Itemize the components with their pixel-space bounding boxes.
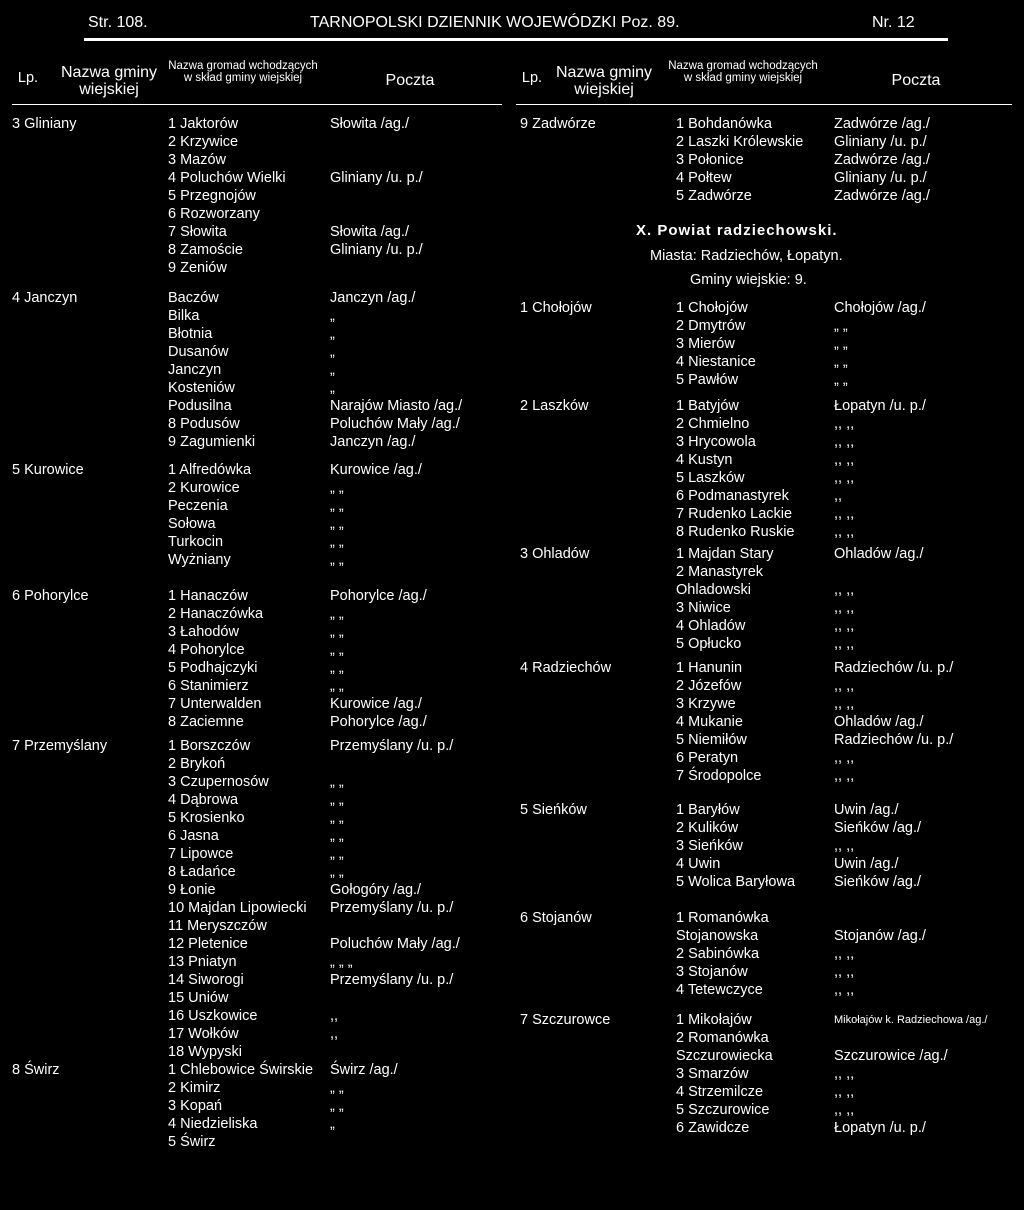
gmina-name: 3 Gliniany <box>12 116 77 132</box>
post-office: ,, ,, <box>834 1066 855 1082</box>
gromada-name: 4 Strzemilcze <box>676 1084 764 1100</box>
gromada-name: 5 Krosienko <box>168 810 245 826</box>
post-office: Ohladów /ag./ <box>834 714 924 730</box>
post-office: Uwin /ag./ <box>834 856 899 872</box>
post-office: ,, ,, <box>834 750 855 766</box>
post-office: Gliniany /u. p./ <box>834 134 927 150</box>
post-office: „ „ <box>834 354 848 370</box>
gromada-name: 4 Mukanie <box>676 714 743 730</box>
gromada-name: 1 Majdan Stary <box>676 546 774 562</box>
gromada-name: 7 Rudenko Lackie <box>676 506 793 522</box>
gromada-name: 1 Jaktorów <box>168 116 239 132</box>
gromada-name: 1 Chołojów <box>676 300 748 316</box>
gromada-name: 5 Szczurowice <box>676 1102 770 1118</box>
gromada-name: 2 Józefów <box>676 678 742 694</box>
post-office: „ <box>330 362 335 378</box>
gmina-name: 6 Pohorylce <box>12 588 89 604</box>
col-gromady: Nazwa gromad wchodzących w skład gminy wiejskiej <box>168 60 318 84</box>
post-office: Pohorylce /ag./ <box>330 588 427 604</box>
gromada-name: 1 Mikołajów <box>676 1012 752 1028</box>
gromada-name: 4 Kustyn <box>676 452 733 468</box>
post-office: „ „ „ <box>330 954 353 970</box>
gromada-name: Sołowa <box>168 516 216 532</box>
gromada-name: 3 Niwice <box>676 600 731 616</box>
header-rule <box>84 38 948 41</box>
post-office: ,, ,, <box>834 618 855 634</box>
section-communes: Gminy wiejskie: 9. <box>690 272 807 288</box>
post-office: Przemyślany /u. p./ <box>330 738 454 754</box>
post-office: „ „ <box>330 828 344 844</box>
post-office: „ <box>330 1116 335 1132</box>
gromada-name: 2 Krzywice <box>168 134 239 150</box>
gromada-name: 8 Ładańce <box>168 864 236 880</box>
post-office: Poluchów Mały /ag./ <box>330 416 460 432</box>
gmina-name: 3 Ohladów <box>520 546 590 562</box>
post-office: Zadwórze /ag./ <box>834 188 930 204</box>
post-office: Janczyn /ag./ <box>330 434 416 450</box>
gromada-name: 1 Romanówka <box>676 910 769 926</box>
post-office: „ <box>330 326 335 342</box>
gromada-name: 5 Pawłów <box>676 372 739 388</box>
post-office: „ „ <box>330 1098 344 1114</box>
gromada-name: 8 Zamoście <box>168 242 243 258</box>
gromada-name: 4 Niedzieliska <box>168 1116 258 1132</box>
post-office: „ „ <box>330 624 344 640</box>
post-office: „ „ <box>330 498 344 514</box>
post-office: „ „ <box>330 774 344 790</box>
gromada-name: 15 Uniów <box>168 990 229 1006</box>
col-gmina-right: Nazwa gminy wiejskiej <box>555 64 653 98</box>
col-poczta-right: Poczta <box>891 72 941 89</box>
gromada-name: Kosteniów <box>168 380 235 396</box>
gromada-name: 9 Zagumienki <box>168 434 256 450</box>
gromada-name: 1 Baryłów <box>676 802 740 818</box>
col-poczta: Poczta <box>385 72 435 89</box>
gromada-name: Ohladowski <box>676 582 751 598</box>
post-office: „ „ <box>330 864 344 880</box>
gromada-name: 9 Łonie <box>168 882 216 898</box>
gromada-name: 2 Kulików <box>676 820 739 836</box>
gromada-name: 6 Zawidcze <box>676 1120 750 1136</box>
post-office: „ „ <box>330 660 344 676</box>
post-office: Sieńków /ag./ <box>834 874 922 890</box>
gromada-name: 3 Kopań <box>168 1098 223 1114</box>
post-office: „ „ <box>834 336 848 352</box>
gromada-name: 3 Stojanów <box>676 964 748 980</box>
gromada-name: 1 Batyjów <box>676 398 739 414</box>
post-office: ,, ,, <box>834 600 855 616</box>
gromada-name: Stojanowska <box>676 928 759 944</box>
post-office: ,, ,, <box>834 416 855 432</box>
gmina-name: 7 Przemyślany <box>12 738 108 754</box>
gromada-name: 5 Świrz <box>168 1134 216 1150</box>
journal-title: TARNOPOLSKI DZIENNIK WOJEWÓDZKI Poz. 89. <box>310 14 680 31</box>
gromada-name: 1 Alfredówka <box>168 462 252 478</box>
gromada-name: 4 Uwin <box>676 856 721 872</box>
gromada-name: Baczów <box>168 290 219 306</box>
gromada-name: Turkocin <box>168 534 224 550</box>
gromada-name: 4 Niestanice <box>676 354 756 370</box>
post-office: Gliniany /u. p./ <box>330 170 423 186</box>
issue-number: Nr. 12 <box>872 14 915 31</box>
gromada-name: Peczenia <box>168 498 228 514</box>
gromada-name: 8 Zaciemne <box>168 714 244 730</box>
post-office: Poluchów Mały /ag./ <box>330 936 460 952</box>
gromada-name: 6 Podmanastyrek <box>676 488 789 504</box>
post-office: ,, ,, <box>834 506 855 522</box>
gmina-name: 9 Zadwórze <box>520 116 596 132</box>
gromada-name: 2 Romanówka <box>676 1030 769 1046</box>
gromada-name: 6 Jasna <box>168 828 219 844</box>
gromada-name: 4 Pohorylce <box>168 642 245 658</box>
gromada-name: 2 Hanaczówka <box>168 606 264 622</box>
post-office: Kurowice /ag./ <box>330 696 422 712</box>
post-office: „ „ <box>330 792 344 808</box>
gromada-name: 9 Zeniów <box>168 260 227 276</box>
post-office: ,, ,, <box>834 434 855 450</box>
col-lp-right: Lp. <box>521 70 543 86</box>
gromada-name: Dusanów <box>168 344 229 360</box>
post-office: ,, ,, <box>834 696 855 712</box>
col-gmina: Nazwa gminy wiejskiej <box>60 64 158 98</box>
post-office: „ „ <box>330 516 344 532</box>
post-office: Kurowice /ag./ <box>330 462 422 478</box>
gromada-name: 7 Unterwalden <box>168 696 262 712</box>
post-office: Radziechów /u. p./ <box>834 732 954 748</box>
col-lp: Lp. <box>17 70 39 86</box>
section-towns: Miasta: Radziechów, Łopatyn. <box>650 248 843 264</box>
gromada-name: 7 Słowita <box>168 224 227 240</box>
gromada-name: 5 Niemiłów <box>676 732 747 748</box>
gromada-name: 5 Podhajczyki <box>168 660 258 676</box>
gmina-name: 6 Stojanów <box>520 910 592 926</box>
post-office: „ „ <box>330 480 344 496</box>
post-office: ,, ,, <box>834 838 855 854</box>
post-office: Zadwórze /ag./ <box>834 116 930 132</box>
gromada-name: 2 Manastyrek <box>676 564 764 580</box>
post-office: ,, <box>330 1026 339 1042</box>
post-office: „ „ <box>330 1080 344 1096</box>
post-office: „ „ <box>330 606 344 622</box>
post-office: Pohorylce /ag./ <box>330 714 427 730</box>
post-office: ,, ,, <box>834 582 855 598</box>
gromada-name: 3 Mierów <box>676 336 735 352</box>
gromada-name: 3 Łahodów <box>168 624 239 640</box>
post-office: „ „ <box>330 552 344 568</box>
post-office: „ <box>330 380 335 396</box>
gromada-name: 10 Majdan Lipowiecki <box>168 900 307 916</box>
gromada-name: 3 Połonice <box>676 152 744 168</box>
post-office: Zadwórze /ag./ <box>834 152 930 168</box>
gromada-name: 2 Chmielno <box>676 416 750 432</box>
post-office: Przemyślany /u. p./ <box>330 900 454 916</box>
post-office: ,, ,, <box>834 636 855 652</box>
gromada-name: 3 Czupernosów <box>168 774 269 790</box>
right-header-rule <box>516 104 1012 105</box>
post-office: ,, ,, <box>834 982 855 998</box>
gromada-name: 14 Siworogi <box>168 972 244 988</box>
gromada-name: 1 Hanunin <box>676 660 743 676</box>
gromada-name: 2 Dmytrów <box>676 318 746 334</box>
gmina-name: 8 Świrz <box>12 1062 60 1078</box>
gromada-name: Bilka <box>168 308 200 324</box>
gromada-name: 2 Kimirz <box>168 1080 221 1096</box>
gromada-name: 4 Tetewczyce <box>676 982 763 998</box>
post-office: Słowita /ag./ <box>330 224 409 240</box>
post-office: Stojanów /ag./ <box>834 928 926 944</box>
post-office: Narajów Miasto /ag./ <box>330 398 463 414</box>
post-office: ,, ,, <box>834 524 855 540</box>
gmina-name: 2 Laszków <box>520 398 589 414</box>
gromada-name: 18 Wypyski <box>168 1044 243 1060</box>
gromada-name: Podusilna <box>168 398 232 414</box>
gromada-name: 5 Zadwórze <box>676 188 752 204</box>
gromada-name: Błotnia <box>168 326 213 342</box>
gromada-name: 4 Poluchów Wielki <box>168 170 286 186</box>
gromada-name: 2 Sabinówka <box>676 946 760 962</box>
post-office: „ „ <box>834 318 848 334</box>
gmina-name: 4 Janczyn <box>12 290 78 306</box>
section-heading: X. Powiat radziechowski. <box>636 222 838 239</box>
gromada-name: 7 Lipowce <box>168 846 234 862</box>
gromada-name: Wyżniany <box>168 552 231 568</box>
gromada-name: 17 Wołków <box>168 1026 239 1042</box>
gromada-name: 2 Brykoń <box>168 756 226 772</box>
gromada-name: 3 Smarzów <box>676 1066 749 1082</box>
gromada-name: 1 Chlebowice Świrskie <box>168 1062 314 1078</box>
post-office: ,, ,, <box>834 1102 855 1118</box>
gromada-name: 2 Kurowice <box>168 480 240 496</box>
post-office: Ohladów /ag./ <box>834 546 924 562</box>
post-office: Uwin /ag./ <box>834 802 899 818</box>
post-office: ,, ,, <box>834 470 855 486</box>
gromada-name: Szczurowiecka <box>676 1048 773 1064</box>
post-office: „ „ <box>330 846 344 862</box>
post-office: Słowita /ag./ <box>330 116 409 132</box>
post-office: Mikołajów k. Radziechowa /ag./ <box>834 1014 988 1026</box>
gromada-name: 5 Laszków <box>676 470 745 486</box>
gromada-name: 4 Ohladów <box>676 618 746 634</box>
post-office: ,, ,, <box>834 964 855 980</box>
post-office: Łopatyn /u. p./ <box>834 1120 926 1136</box>
page-number: Str. 108. <box>88 14 148 31</box>
gromada-name: 2 Laszki Królewskie <box>676 134 804 150</box>
post-office: Świrz /ag./ <box>330 1062 398 1078</box>
gromada-name: 11 Meryszczów <box>168 918 267 934</box>
gromada-name: 3 Sieńków <box>676 838 743 854</box>
gromada-name: 4 Dąbrowa <box>168 792 239 808</box>
post-office: Radziechów /u. p./ <box>834 660 954 676</box>
gromada-name: 7 Środopolce <box>676 768 762 784</box>
gmina-name: 1 Chołojów <box>520 300 592 316</box>
gromada-name: 12 Pletenice <box>168 936 248 952</box>
post-office: „ „ <box>330 642 344 658</box>
gromada-name: 16 Uszkowice <box>168 1008 258 1024</box>
post-office: Gliniany /u. p./ <box>330 242 423 258</box>
post-office: „ „ <box>834 372 848 388</box>
left-header-rule <box>12 104 502 105</box>
post-office: ,, ,, <box>834 678 855 694</box>
post-office: ,, ,, <box>834 1084 855 1100</box>
post-office: Łopatyn /u. p./ <box>834 398 926 414</box>
post-office: ,, <box>330 1008 339 1024</box>
gromada-name: 5 Przegnojów <box>168 188 256 204</box>
gromada-name: Janczyn <box>168 362 222 378</box>
post-office: „ „ <box>330 810 344 826</box>
post-office: „ <box>330 344 335 360</box>
gromada-name: 1 Borszczów <box>168 738 251 754</box>
gromada-name: 1 Hanaczów <box>168 588 248 604</box>
post-office: „ „ <box>330 534 344 550</box>
gromada-name: 6 Peratyn <box>676 750 739 766</box>
col-gromady-right: Nazwa gromad wchodzących w skład gminy wiejskiej <box>668 60 818 84</box>
post-office: Szczurowice /ag./ <box>834 1048 948 1064</box>
post-office: ,, ,, <box>834 768 855 784</box>
gromada-name: 6 Rozworzany <box>168 206 260 222</box>
gmina-name: 7 Szczurowce <box>520 1012 611 1028</box>
post-office: ,, ,, <box>834 946 855 962</box>
post-office: Gołogóry /ag./ <box>330 882 422 898</box>
gmina-name: 4 Radziechów <box>520 660 612 676</box>
gromada-name: 3 Mazów <box>168 152 227 168</box>
post-office: Janczyn /ag./ <box>330 290 416 306</box>
gromada-name: 13 Pniatyn <box>168 954 237 970</box>
gromada-name: 3 Hrycowola <box>676 434 756 450</box>
gromada-name: 1 Bohdanówka <box>676 116 772 132</box>
gromada-name: 3 Krzywe <box>676 696 736 712</box>
post-office: „ „ <box>330 678 344 694</box>
gromada-name: 6 Stanimierz <box>168 678 249 694</box>
gromada-name: 8 Podusów <box>168 416 240 432</box>
gromada-name: 5 Opłucko <box>676 636 742 652</box>
gmina-name: 5 Sieńków <box>520 802 587 818</box>
gmina-name: 5 Kurowice <box>12 462 84 478</box>
post-office: „ <box>330 308 335 324</box>
post-office: Gliniany /u. p./ <box>834 170 927 186</box>
gromada-name: 4 Połtew <box>676 170 732 186</box>
gromada-name: 8 Rudenko Ruskie <box>676 524 795 540</box>
post-office: Chołojów /ag./ <box>834 300 926 316</box>
post-office: Sieńków /ag./ <box>834 820 922 836</box>
post-office: Przemyślany /u. p./ <box>330 972 454 988</box>
gromada-name: 5 Wolica Baryłowa <box>676 874 796 890</box>
post-office: ,, ,, <box>834 452 855 468</box>
post-office: ,, <box>834 488 843 504</box>
